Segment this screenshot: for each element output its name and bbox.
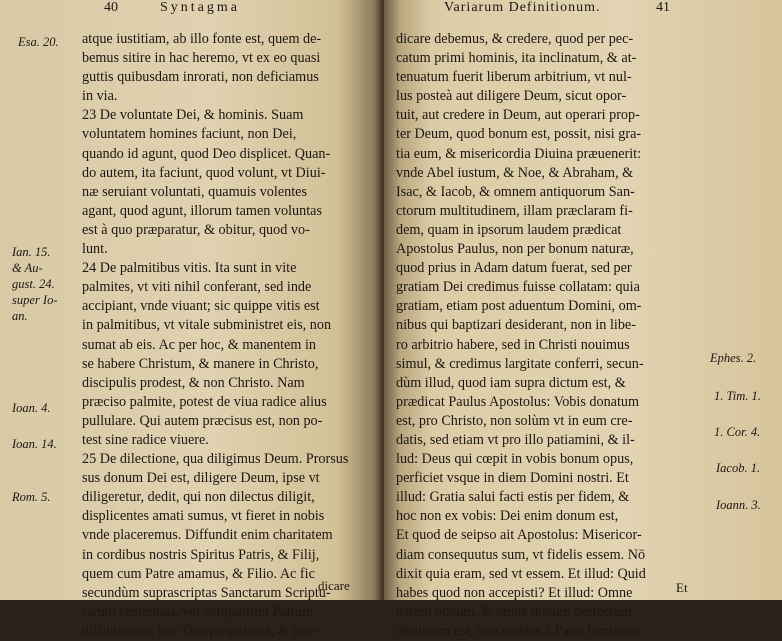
- text-line: quando id agunt, quod Deo displicet. Quan-: [82, 145, 331, 162]
- margin-note: Ioann. 3.: [716, 498, 761, 512]
- text-line: est, pro Christo, non solùm vt in eum cre-: [396, 412, 633, 429]
- text-line: se habere Christum, & manere in Christo,: [82, 355, 319, 372]
- text-line: 25 De dilectione, qua diligimus Deum. Prorsus: [82, 451, 349, 468]
- margin-note: 1. Tim. 1.: [714, 389, 761, 403]
- right-body-text: [396, 30, 708, 641]
- text-line: gratiam Dei credimus fuisse collatam: quia: [396, 279, 640, 296]
- text-line: gratiam, etiam post aduentum Domini, om-: [396, 298, 642, 315]
- text-line: accipiant, vnde viuant; sic quippe vitis est: [82, 298, 320, 315]
- text-line: dixit quia eram, sed vt essem. Et illud: Quid: [396, 565, 646, 582]
- text-line: in via.: [82, 88, 118, 105]
- margin-note: Rom. 5.: [12, 490, 51, 504]
- text-line: secundùm suprascriptas Sanctarum Scriptu-: [82, 584, 331, 601]
- text-line: displicentes amati sumus, vt fieret in nobis: [82, 508, 325, 525]
- text-line: ctorum multitudinem, illam præclaram fi-: [396, 202, 633, 219]
- left-page: [0, 0, 384, 639]
- text-line: in palmitibus, vt vitale subministret eis, non: [82, 317, 332, 334]
- text-line: dùm illud, quod iam supra dictum est, &: [396, 374, 626, 391]
- text-line: dicare debemus, & credere, quod per pec-: [396, 31, 634, 47]
- text-line: ter Deum, quod bonum est, possit, nisi gra-: [396, 126, 642, 143]
- text-line: 24 De palmitibus vitis. Ita sunt in vite: [82, 260, 297, 277]
- text-line: guttis quibusdam inrorati, non deficiamus: [82, 69, 319, 86]
- text-line: atque iustitiam, ab illo fonte est, quem de-: [82, 31, 322, 47]
- text-line: 23 De voluntate Dei, & hominis. Suam: [82, 107, 304, 124]
- text-line: discipulis prodest, & non Christo. Nam: [82, 374, 305, 391]
- text-line: nibus qui baptizari desiderant, non in libe-: [396, 317, 636, 334]
- text-line: tenuatum fuerit liberum arbitrium, vt nul-: [396, 69, 632, 86]
- text-line: næ seruiant voluntati, quamuis volentes: [82, 183, 307, 200]
- left-catchword: dicare: [318, 578, 350, 593]
- text-line: præciso palmite, potest de viua radice alius: [82, 393, 327, 410]
- text-line: datis, sed etiam vt pro illo patiamini, & il-: [396, 431, 635, 448]
- text-line: quod prius in Adam datum fuerat, sed per: [396, 260, 632, 277]
- text-line: voluntatem homines faciunt, non Dei,: [82, 126, 297, 143]
- text-line: in cordibus nostris Spiritus Patris, & Filij,: [82, 546, 320, 563]
- text-line: illud: Gratia salui facti estis per fidem, &: [396, 489, 630, 506]
- text-line: vnde placeremus. Diffundit enim charitatem: [82, 527, 333, 544]
- text-line: lus posteà aut diligere Deum, sicut opor-: [396, 88, 627, 105]
- text-line: simul, & credimus largitate conferri, secun-: [396, 355, 644, 372]
- text-line: pullulare. Qui autem præcisus est, non po-: [82, 412, 323, 429]
- margin-note: Esa. 20.: [18, 35, 59, 49]
- text-line: agant, quod agunt, illorum tamen voluntas: [82, 202, 322, 219]
- text-line: tia eum, & misericordia Diuina præuenerit:: [396, 145, 642, 162]
- text-line: Isac, & Iacob, & omnem antiquorum San-: [396, 183, 635, 200]
- text-line: diligeretur, dedit, qui non dilectus diligit,: [82, 489, 315, 506]
- right-page: [384, 0, 782, 639]
- text-line: sumat ab eis. Ac per hoc, & manentem in: [82, 336, 317, 353]
- text-line: habes quod non accepisti? Et illud: Omne: [396, 584, 633, 601]
- text-line: Apostolus Paulus, non per bonum naturæ,: [396, 241, 634, 258]
- text-line: vnde Abel iustum, & Noe, & Abraham, &: [396, 164, 634, 181]
- text-line: catum primi hominis, ita inclinatum, & at-: [396, 50, 637, 67]
- text-line: sus donum Dei est, diligere Deum, ipse vt: [82, 470, 320, 487]
- text-line: tuit, aut credere in Deum, aut operari prop-: [396, 107, 640, 124]
- text-line: perficiet vsque in diem Domini nostri. Et: [396, 470, 629, 487]
- text-line: lud: Deus qui cœpit in vobis bonum opus,: [396, 451, 634, 468]
- right-catchword: Et: [676, 580, 688, 595]
- text-line: diam consequutus sum, vt fidelis essem. Nō: [396, 546, 646, 563]
- margin-note: an.: [12, 309, 28, 323]
- text-line: bemus sitire in hac heremo, vt ex eo quasi: [82, 50, 321, 67]
- left-running-header: Syntagma: [160, 0, 240, 15]
- text-line: hoc non ex vobis: Dei enim donum est,: [396, 508, 619, 525]
- margin-note: Ian. 15.: [12, 245, 51, 259]
- margin-note: & Au-: [12, 261, 43, 275]
- right-page-number: 41: [656, 0, 670, 15]
- margin-note: super Io-: [12, 293, 58, 307]
- text-line: diffinitiones, hoc Deo propitiante, & præ-: [82, 622, 319, 639]
- text-line: Et quod de seipso ait Apostolus: Misericor-: [396, 527, 642, 544]
- text-line: do autem, ita faciunt, quod volunt, vt Diui-: [82, 164, 326, 181]
- left-body-text: [82, 30, 374, 641]
- right-running-header: Variarum Definitionum.: [444, 0, 601, 15]
- text-line: est à quo præparatur, & obitur, quod vo-: [82, 221, 310, 238]
- margin-note: gust. 24.: [12, 277, 55, 291]
- text-line: ro arbitrio habere, sed in Christi nouimus: [396, 336, 630, 353]
- text-line: lunt.: [82, 241, 108, 258]
- text-line: dem, quam in ipsorum laudem prædicat: [396, 221, 622, 238]
- margin-note: Iacob. 1.: [716, 461, 761, 475]
- margin-note: 1. Cor. 4.: [714, 425, 761, 439]
- text-line: desursum est, descendens à Patre luminum.: [396, 622, 643, 639]
- text-line: datum bonum, & omne donum perfectum: [396, 603, 632, 620]
- margin-note: Ioan. 14.: [12, 437, 57, 451]
- text-line: test sine radice viuere.: [82, 431, 209, 448]
- left-page-number: 40: [104, 0, 118, 15]
- text-line: prædicat Paulus Apostolus: Vobis donatum: [396, 393, 640, 410]
- text-line: quem cum Patre amamus, & Filio. Ac fic: [82, 565, 315, 582]
- text-line: palmites, vt viti nihil conferant, sed inde: [82, 279, 312, 296]
- margin-note: Ioan. 4.: [12, 401, 51, 415]
- margin-note: Ephes. 2.: [710, 351, 757, 365]
- text-line: rarum sententias, vel antiquorum Patrum: [82, 603, 314, 620]
